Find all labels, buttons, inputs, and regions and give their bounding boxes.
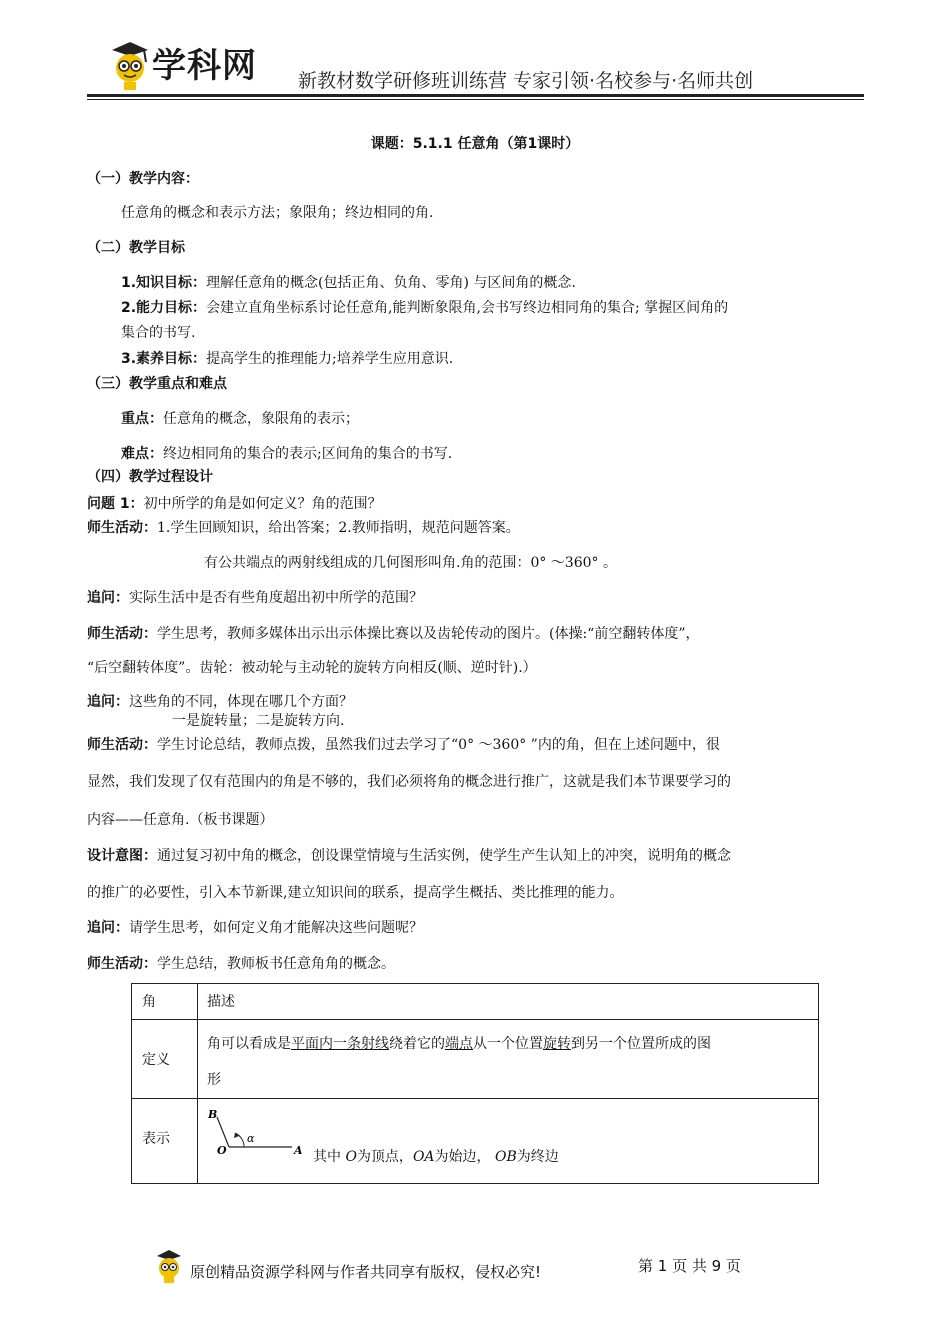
- row-label-definition: 定义: [142, 1052, 170, 1068]
- table-header-row: [132, 984, 819, 1020]
- goal-label: 3.素养目标：: [121, 351, 207, 367]
- table-label-cell: [132, 1099, 198, 1184]
- ray-ob: [217, 1117, 229, 1147]
- def-part: 从一个位置: [473, 1036, 543, 1052]
- header-angle: 角: [142, 994, 156, 1010]
- table-desc-cell: [198, 1099, 819, 1184]
- goal-literacy: [121, 350, 453, 368]
- def-part: 到另一个位置所成的图: [571, 1036, 711, 1052]
- table-desc-cell: [198, 1020, 819, 1099]
- activity-label: 师生活动：: [87, 737, 157, 753]
- activity-label: 师生活动：: [87, 520, 157, 536]
- label-b: B: [208, 1108, 218, 1121]
- definition-text: [198, 1020, 818, 1098]
- representation-text: [313, 1146, 559, 1166]
- hard-point: [121, 445, 452, 463]
- table-row-representation: [132, 1099, 819, 1184]
- label-alpha: α: [247, 1132, 255, 1145]
- design-label: 设计意图：: [87, 848, 157, 864]
- logo-text: 学科网: [152, 46, 257, 86]
- page-header: [0, 0, 950, 105]
- table-label-cell: [132, 1020, 198, 1099]
- def-underlined: 端点: [445, 1036, 473, 1052]
- followup-3: [87, 919, 423, 937]
- activity-text: 学生思考，教师多媒体出示出示体操比赛以及齿轮传动的图片。(体操:“前空翻转体度”，: [157, 626, 700, 642]
- header-rule: [87, 94, 864, 97]
- followup-label: 追问：: [87, 920, 129, 936]
- section-content-text: 任意角的概念和表示方法；象限角；终边相同的角.: [121, 205, 434, 221]
- section-heading-content: （一）教学内容：: [87, 171, 199, 187]
- goal-text: 会建立直角坐标系讨论任意角,能判断象限角,会书写终边相同角的集合; 掌握区间角的: [206, 300, 729, 316]
- activity-text: 学生总结，教师板书任意角角的概念。: [157, 956, 395, 972]
- goal-label: 1.知识目标：: [121, 275, 207, 291]
- key-point: [121, 410, 359, 428]
- question-1: [87, 495, 382, 513]
- activity-4: [87, 955, 395, 973]
- label-o: O: [217, 1144, 227, 1157]
- table-row-definition: [132, 1020, 819, 1099]
- def-part: 绕着它的: [389, 1036, 445, 1052]
- section-heading-process: （四）教学过程设计: [87, 469, 213, 485]
- header-rule-thin: [87, 99, 864, 100]
- activity-3-cont: 显然，我们发现了仅有范围内的角是不够的，我们必须将角的概念进行推广，这就是我们本节课要学习的: [87, 774, 731, 790]
- footer-mascot-icon: [155, 1248, 189, 1284]
- key-label: 重点：: [121, 411, 163, 427]
- design-text: 通过复习初中角的概念，创设课堂情境与生活实例，使学生产生认知上的冲突，说明角的概念: [157, 848, 731, 864]
- followup-text: 实际生活中是否有些角度超出初中所学的范围？: [129, 590, 423, 606]
- section-heading-keypoints: （三）教学重点和难点: [87, 376, 227, 392]
- angle-definition-table: [131, 983, 819, 1184]
- activity-text: 学生讨论总结，教师点拨，虽然我们过去学习了“0° ～360° ”内的角，但在上述问题中，很: [157, 737, 720, 753]
- followup-1: [87, 589, 423, 607]
- activity-3: [87, 736, 720, 754]
- def-underlined: 平面内一条射线: [291, 1036, 389, 1052]
- q-text: 初中所学的角是如何定义？角的范围？: [143, 496, 382, 512]
- design-intent: [87, 847, 731, 865]
- def-underlined: 旋转: [543, 1036, 571, 1052]
- label-a: A: [294, 1144, 303, 1157]
- rep-part: 为始边，: [434, 1149, 495, 1165]
- rep-var: OB: [494, 1149, 517, 1165]
- goal-label: 2.能力目标：: [121, 300, 207, 316]
- followup-label: 追问：: [87, 590, 129, 606]
- goal-ability: [121, 299, 728, 317]
- page-number: 第 1 页 共 9 页: [638, 1257, 741, 1275]
- rep-part: 为顶点，: [356, 1149, 413, 1165]
- followup-label: 追问：: [87, 694, 129, 710]
- def-part: 角可以看成是: [207, 1036, 291, 1052]
- followup-2-answer: 一是旋转量；二是旋转方向.: [172, 713, 345, 729]
- goal-text: 提高学生的推理能力;培养学生应用意识.: [206, 351, 454, 367]
- goal-ability-cont: 集合的书写.: [121, 325, 196, 341]
- followup-2: [87, 693, 353, 711]
- activity-label: 师生活动：: [87, 956, 157, 972]
- activity-label: 师生活动：: [87, 626, 157, 642]
- section-heading-goals: （二）教学目标: [87, 240, 185, 256]
- activity-3-cont2: 内容——任意角.（板书课题）: [87, 812, 274, 828]
- rep-part: 为终边: [516, 1149, 559, 1165]
- def-part: 形: [207, 1072, 221, 1088]
- followup-text: 请学生思考，如何定义角才能解决这些问题呢？: [129, 920, 423, 936]
- footer-copyright: 原创精品资源学科网与作者共同享有版权，侵权必究!: [190, 1263, 542, 1281]
- activity-2: [87, 625, 700, 643]
- goal-knowledge: [121, 274, 576, 292]
- table-header-cell: [132, 984, 198, 1020]
- design-intent-cont: 的推广的必要性，引入本节新课,建立知识间的联系，提高学生概括、类比推理的能力。: [87, 885, 624, 901]
- header-slogan: 新教材数学研修班训练营 专家引领·名校参与·名师共创: [298, 70, 754, 92]
- table-header-cell: [198, 984, 819, 1020]
- activity-2-cont: “后空翻转体度”。齿轮：被动轮与主动轮的旋转方向相反(顺、逆时针).）: [87, 660, 537, 676]
- rep-part: 其中: [313, 1149, 346, 1165]
- hard-text: 终边相同角的集合的表示;区间角的集合的书写.: [163, 446, 453, 462]
- key-text: 任意角的概念，象限角的表示；: [163, 411, 359, 427]
- followup-text: 这些角的不同，体现在哪几个方面？: [129, 694, 353, 710]
- header-desc: 描述: [207, 994, 235, 1010]
- answer-1: 有公共端点的两射线组成的几何图形叫角.角的范围：0° ～360° 。: [204, 555, 617, 571]
- angle-diagram: [202, 1105, 312, 1165]
- row-label-representation: 表示: [142, 1131, 170, 1147]
- rep-var: O: [345, 1149, 357, 1165]
- goal-text: 理解任意角的概念(包括正角、负角、零角) 与区间角的概念.: [206, 275, 576, 291]
- rep-var: OA: [412, 1149, 435, 1165]
- activity-text: 1.学生回顾知识，给出答案；2.教师指明，规范问题答案。: [157, 520, 520, 536]
- q-label: 问题 1：: [87, 496, 144, 512]
- hard-label: 难点：: [121, 446, 163, 462]
- lesson-title: 课题：5.1.1 任意角（第1课时）: [370, 136, 580, 152]
- activity-1: [87, 519, 520, 537]
